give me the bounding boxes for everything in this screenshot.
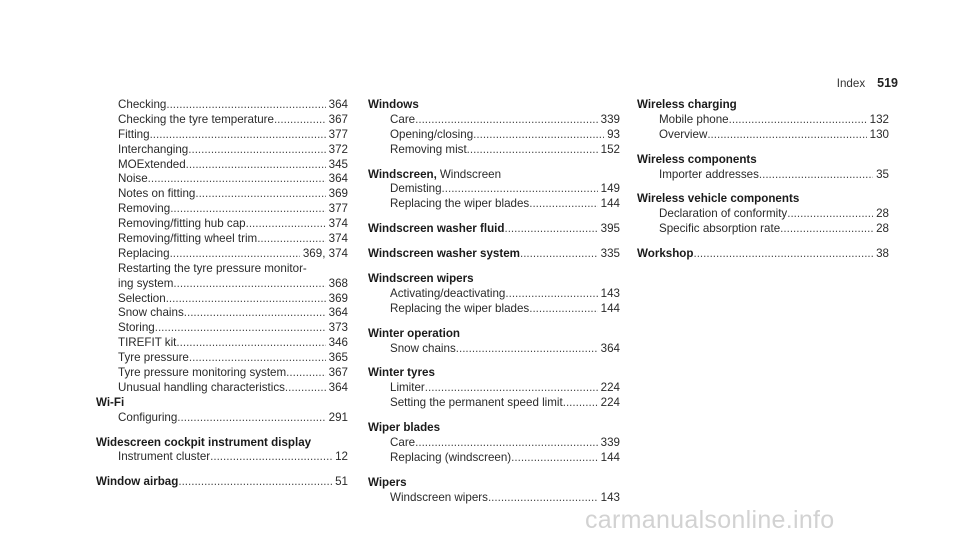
index-heading [96,436,348,451]
dot-leader [286,366,325,381]
index-subentry [96,128,348,143]
index-subentry [96,277,348,292]
index-column-2 [368,98,620,506]
entry-text: Removing/fitting wheel trim [118,232,258,246]
index-entry [368,366,620,411]
page-reference: 369 [328,291,348,305]
page-reference: 374 [328,217,348,231]
entry-text: Mobile phone [659,112,729,126]
dot-leader [170,202,325,217]
index-subentry [96,411,348,426]
index-subentry [96,321,348,336]
index-heading [96,475,348,490]
entry-text: Declaration of conformity [659,207,788,221]
index-subentry [96,336,348,351]
entry-text: Checking the tyre temperature [118,112,274,126]
page-reference: 28 [876,222,889,236]
index-entry [637,98,889,143]
dot-leader [176,336,325,351]
page-reference: 143 [600,490,620,504]
page-reference: 35 [876,167,889,181]
index-subentry [368,396,620,411]
entry-cross-reference: Windscreen [439,167,502,181]
dot-leader [415,436,598,451]
dot-leader [189,351,326,366]
entry-text: ing system [118,276,174,290]
dot-leader [186,158,326,173]
entry-text: Setting the permanent speed limit [390,396,563,410]
entry-text: Windscreen washer fluid [368,222,505,236]
index-entry [368,247,620,262]
index-heading [637,247,889,262]
dot-leader [511,451,598,466]
index-subentry [368,287,620,302]
page-reference: 365 [328,351,348,365]
dot-leader [415,113,598,128]
index-subentry [368,113,620,128]
index-heading [368,476,620,491]
dot-leader [563,396,598,411]
page-reference: 143 [600,286,620,300]
page-reference: 224 [600,396,620,410]
index-subentry [96,366,348,381]
index-subentry [637,207,889,222]
index-subentry [96,306,348,321]
page-reference: 367 [328,366,348,380]
index-subentry [96,158,348,173]
index-subentry [368,197,620,212]
dot-leader [173,277,325,292]
index-entry [368,272,620,317]
index-subentry [368,182,620,197]
entry-text: Importer addresses [659,167,759,181]
index-subentry [637,113,889,128]
index-subentry [96,292,348,307]
entry-text: Demisting [390,182,442,196]
index-subentry [96,247,348,262]
index-heading [96,396,348,411]
entry-text: Wiper blades [368,421,441,435]
page-reference: 224 [600,381,620,395]
page-reference: 373 [328,321,348,335]
entry-text: Windows [368,98,419,111]
page-reference: 132 [869,112,889,126]
dot-leader [166,98,325,113]
index-heading [368,366,620,381]
dot-leader [155,321,326,336]
entry-text: Wireless vehicle components [637,192,800,206]
dot-leader [195,187,325,202]
index-heading [368,98,620,113]
page-reference: 93 [607,127,620,141]
dot-leader [787,207,873,222]
index-subentry [96,217,348,232]
entry-text: MOExtended [118,157,186,171]
entry-text: TIREFIT kit [118,336,177,350]
index-subentry [368,491,620,506]
entry-text: Widescreen cockpit instrument display [96,435,312,449]
dot-leader [456,342,598,357]
page-reference: 346 [328,336,348,350]
page-reference: 364 [328,172,348,186]
dot-leader [150,128,326,143]
dot-leader [529,302,597,317]
page-number: 519 [877,76,898,90]
page-reference: 395 [600,222,620,236]
index-subentry [637,128,889,143]
page-reference: 12 [335,450,348,464]
entry-text: Removing mist [390,142,467,156]
dot-leader [707,128,866,143]
entry-text: Instrument cluster [118,450,211,464]
dot-leader [759,168,873,183]
index-subentry [637,168,889,183]
index-heading [637,192,889,207]
page-reference: 144 [600,301,620,315]
page-reference: 368 [328,276,348,290]
entry-text: Limiter [390,381,425,395]
page-reference: 130 [869,127,889,141]
page-reference: 369 [328,187,348,201]
page-reference: 149 [600,182,620,196]
header-label: Index [836,77,866,90]
entry-text: Specific absorption rate [659,222,781,236]
dot-leader [148,172,326,187]
index-subentry [96,172,348,187]
entry-text: Interchanging [118,142,189,156]
index-heading [368,247,620,262]
index-entry [637,192,889,237]
entry-text: Windscreen wipers [390,490,488,504]
index-entry [368,222,620,237]
entry-text: Replacing (windscreen) [390,450,512,464]
index-subentry [96,98,348,113]
entry-text: Snow chains [390,341,456,355]
page-reference: 369, 374 [302,246,348,260]
dot-leader [780,222,873,237]
entry-text: Wi-Fi [96,395,125,409]
entry-text: Tyre pressure [118,351,189,365]
entry-text: Replacing the wiper blades [390,301,530,315]
index-entry [96,475,348,490]
entry-text: Windscreen, [368,167,437,181]
index-column-1 [96,98,348,490]
page-reference: 374 [328,232,348,246]
dot-leader [184,306,326,321]
page-reference: 144 [600,197,620,211]
index-heading [637,153,889,168]
index-entry [637,153,889,183]
index-subentry [96,113,348,128]
index-heading [368,327,620,342]
index-subentry [368,342,620,357]
index-heading [368,168,620,183]
dot-leader [177,411,325,426]
page-reference: 364 [328,380,348,394]
entry-text: Windscreen washer system [368,247,520,261]
index-subentry [368,143,620,158]
index-subentry [96,262,348,277]
page-reference: 51 [335,475,348,489]
page-reference: 28 [876,207,889,221]
entry-text: Overview [659,127,708,141]
index-heading [637,98,889,113]
page-reference: 364 [600,341,620,355]
dot-leader [246,217,326,232]
entry-text: Storing [118,321,155,335]
page-reference: 152 [600,142,620,156]
index-entry [368,327,620,357]
dot-leader [257,232,325,247]
dot-leader [285,381,326,396]
index-entry [368,98,620,158]
entry-text: Care [390,436,416,450]
entry-text: Wireless components [637,152,757,166]
index-column-3 [637,98,889,262]
index-entry [96,396,348,426]
page-reference: 367 [328,112,348,126]
page-reference: 372 [328,142,348,156]
dot-leader [188,143,325,158]
entry-text: Configuring [118,410,178,424]
index-entry [368,168,620,213]
index-heading [368,421,620,436]
dot-leader [488,491,598,506]
index-subentry [96,351,348,366]
entry-text: Fitting [118,127,150,141]
entry-text: Notes on fitting [118,187,196,201]
entry-text: Noise [118,172,148,186]
entry-text: Selection [118,291,166,305]
index-subentry [368,381,620,396]
page-reference: 339 [600,436,620,450]
page-reference: 377 [328,202,348,216]
index-subentry [637,222,889,237]
entry-text: Wireless charging [637,98,737,111]
entry-text: Windscreen wipers [368,272,474,286]
index-subentry [368,436,620,451]
dot-leader [178,475,332,490]
page-reference: 377 [328,127,348,141]
index-entry-continued [96,98,348,396]
dot-leader [504,222,597,237]
entry-text: Wipers [368,475,407,489]
entry-text: Snow chains [118,306,184,320]
page-reference: 345 [328,157,348,171]
entry-text: Removing/fitting hub cap [118,217,246,231]
dot-leader [529,197,597,212]
index-entry [637,247,889,262]
index-subentry [368,128,620,143]
dot-leader [274,113,326,128]
entry-text: Activating/deactivating [390,286,506,300]
index-subentry [96,202,348,217]
page-reference: 339 [600,112,620,126]
entry-text: Unusual handling characteristics [118,380,285,394]
index-subentry [96,450,348,465]
page-header [837,76,898,90]
dot-leader [473,128,604,143]
entry-text: Workshop [637,247,694,261]
index-subentry [96,187,348,202]
entry-text: Restarting the tyre pressure monitor- [118,261,307,275]
entry-text: Removing [118,202,171,216]
page-reference: 364 [328,98,348,111]
index-entry [96,436,348,466]
dot-leader [467,143,598,158]
dot-leader [170,247,300,262]
watermark-text: carmanualsonline.info [585,506,835,534]
index-subentry [96,381,348,396]
entry-text: Replacing [118,246,170,260]
page-reference: 144 [600,450,620,464]
entry-text: Opening/closing [390,127,474,141]
entry-text: Winter operation [368,326,461,340]
page-reference: 364 [328,306,348,320]
index-subentry [368,451,620,466]
entry-text: Checking [118,98,167,111]
dot-leader [693,247,873,262]
dot-leader [520,247,598,262]
dot-leader [210,450,332,465]
entry-text: Winter tyres [368,366,435,380]
page-reference: 38 [876,247,889,261]
page-reference: 291 [328,410,348,424]
entry-text: Replacing the wiper blades [390,197,530,211]
dot-leader [425,381,598,396]
entry-text: Window airbag [96,475,179,489]
index-subentry [96,232,348,247]
index-subentry [96,143,348,158]
index-subentry [368,302,620,317]
dot-leader [729,113,867,128]
index-heading [368,222,620,237]
dot-leader [505,287,597,302]
dot-leader [166,292,326,307]
dot-leader [442,182,598,197]
index-entry [368,421,620,466]
entry-text: Care [390,112,416,126]
index-heading [368,272,620,287]
entry-text: Tyre pressure monitoring system [118,366,287,380]
index-entry [368,476,620,506]
page-reference: 335 [600,247,620,261]
